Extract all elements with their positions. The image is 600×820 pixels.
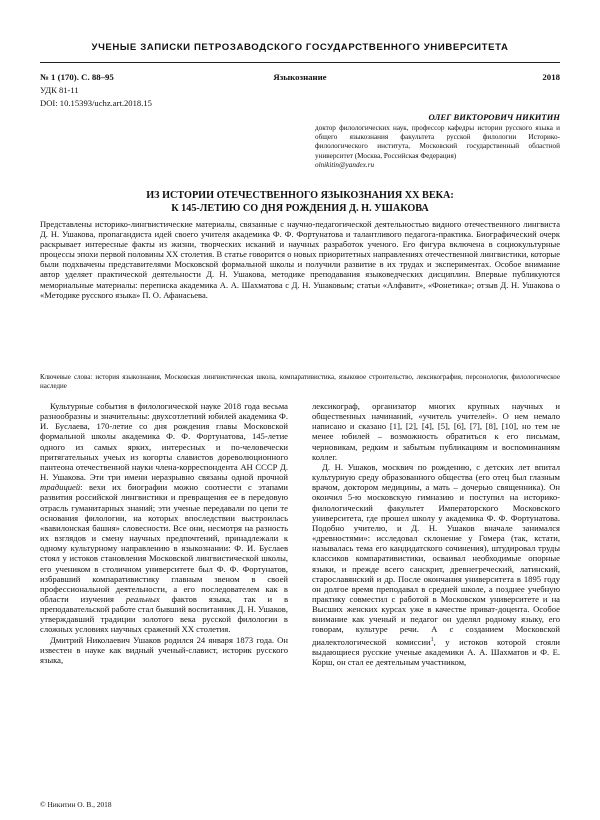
body-column-right <box>312 401 560 667</box>
udk-code: УДК 81-11 <box>40 85 79 95</box>
issue-year: 2018 <box>542 72 560 82</box>
author-name: ОЛЕГ ВИКТОРОВИЧ НИКИТИН <box>428 112 560 122</box>
issue-number: № 1 (170). С. 88–95 <box>40 72 114 82</box>
text-run: , у истоков которой стояли выдающиеся русские ученые академики А. А. Шахматов и Ф. Е. Корш, он стал ее деятельным участником, <box>312 636 561 667</box>
author-affiliation <box>315 124 560 170</box>
text-run: : вехи их биографии можно соотнести с этапами развития российской лингвистики и превращения ее в передовую отрасль гуманитарных знаний; эти ученые передавали по цепи те основания филологии, на которых впоследствии выстроилась «вавилонская башня» словесности. Все они, несмотря на разность их взглядов и смену научных предпочтений, принадлежали к одному культурному направлению в языкознании: Ф. И. Буслаев стоял у истоков становления Московской лингвистической школы, его учеником в столичном университете был Ф. Ф. Фортунатов, избравший компаративистику главным звеном в своей профессиональной деятельности, а его последователем как в области изучения <box>40 482 288 604</box>
emphasis: реальных <box>125 593 160 604</box>
paragraph: лексикограф, организатор многих крупных научных и общественных начинаний, «учитель учителей». О нем немало написано и сказано [1], [2], [4], [5], [6], [7], [8], [10], но тем не менее юбилей – возможность обратиться к его письмам, черновикам, редким и забытым публикациям и воспоминаниям коллег. <box>312 401 560 462</box>
body-column-left <box>40 401 288 665</box>
paragraph: Дмитрий Николаевич Ушаков родился 24 января 1873 года. Он известен в науке как видный ученый-славист, историк русского языка, <box>40 634 288 665</box>
section-name: Языкознание <box>273 72 327 82</box>
journal-title: УЧЕНЫЕ ЗАПИСКИ ПЕТРОЗАВОДСКОГО ГОСУДАРСТВЕННОГО УНИВЕРСИТЕТА <box>91 42 509 53</box>
keywords: Ключевые слова: история языкознания, Московская лингвистическая школа, компаративистика, языковое строительство, лексикография, персонология, филологическое наследие <box>40 373 560 390</box>
emphasis: традицией <box>40 482 81 493</box>
author-email[interactable]: olnikitin@yandex.ru <box>315 160 375 169</box>
footnote-marker[interactable]: 1 <box>430 636 434 643</box>
article-title <box>40 189 560 215</box>
affiliation-text: доктор филологических наук, профессор кафедры истории русского языка и общего языкознания факультета русской филологии Историко-филологического института, Московский государственный областной университет (Москва, Российская Федерация) <box>315 124 560 160</box>
text-run: фактов языка, так и в преподавательской работе стал бывший воспитанник Д. Н. Ушаков, утверждавший традиции золотого века русской филологии в сложных условиях научных сражений XX столетия. <box>40 593 289 635</box>
header-rule <box>40 62 560 63</box>
text-run: Культурные события в филологической науке 2018 года весьма разнообразны и значительны: двухсотлетний юбилей академика Ф. И. Буслаева, 170-летие со дня рождения главы Московской формальной школы академика Ф. Ф. Фортунатова, 145-летие одного из самых ярких, интересных и по-человечески притягательных учеых из когорты славистов дореволюционного пантеона отечественной науки члена-корреспондента АН СССР Д. Н. Ушакова. Эти три имени неразрывно связаны одной прочной <box>40 401 288 483</box>
copyright: © Никитин О. В., 2018 <box>40 800 112 809</box>
text-run: Д. Н. Ушаков, москвич по рождению, с детских лет впитал культурную среду образованного общества (его отец был глазным врачом, доктором медицины, а мать – дочерью священника). Он окончил 5-ю московскую гимназию и поступил на историко-филологический факультет Императорского Московского университета, где прошел школу у академика Ф. Ф. Фортунатова. Подобно учителю, и Д. Н. Ушаков вначале занимался «древностями»: исследовал склонение у Гомера (так, кстати, называлась тема его кандидатского сочинения), штудировал труды классиков компаративистики, осваивал необходимые опорные языки, и прежде всего санскрит, древнегреческий, латинский, старославянский и др. После окончания университета в 1895 году он долгое время преподавал в средней школе, а позднее учебную практику совместил с работой в Московском университете и на Высших женских курсах уже в качестве приват-доцента. Особое внимание как ученый и педагог он уделял родному языку, его говорам, культуре речи. А с созданием Московской диалектологической комиссии <box>312 461 560 647</box>
doi-link[interactable]: DOI: 10.15393/uchz.art.2018.15 <box>40 98 152 108</box>
title-line-1: ИЗ ИСТОРИИ ОТЕЧЕСТВЕННОГО ЯЗЫКОЗНАНИЯ XX ВЕКА: <box>146 190 454 201</box>
paragraph <box>40 401 288 635</box>
paragraph <box>312 462 560 667</box>
title-line-2: К 145-ЛЕТИЮ СО ДНЯ РОЖДЕНИЯ Д. Н. УШАКОВА <box>171 203 429 214</box>
abstract: Представлены историко-лингвистические материалы, связанные с научно-педагогической деятельностью видного отечественного лингвиста Д. Н. Ушакова, пропагандиста идей своего учителя академика Ф. Ф. Фортунатова и талантливого педагога-практика. Биографический очерк раскрывает интересные факты из жизни, творческих исканий и научных разработок ученого. Его фигура включена в социокультурные процессы эпохи первой половины XX столетия. В статье говорится о новых приоритетных направлениях отечественной лингвистики, которые были подхвачены представителями Московской формальной школы и получили развитие в их трудах и экспериментах. Особое внимание автор уделяет практической деятельности Д. Н. Ушакова, методике преподавания языковедческих дисциплин. Впервые публикуются мемориальные материалы: переписка академика А. А. Шахматова с Д. Н. Ушаковым; статьи «Алфавит», «Фонетика»; отзыв Д. Н. Ушакова о «Методике русского языка» П. О. Афанасьева. <box>40 219 560 300</box>
